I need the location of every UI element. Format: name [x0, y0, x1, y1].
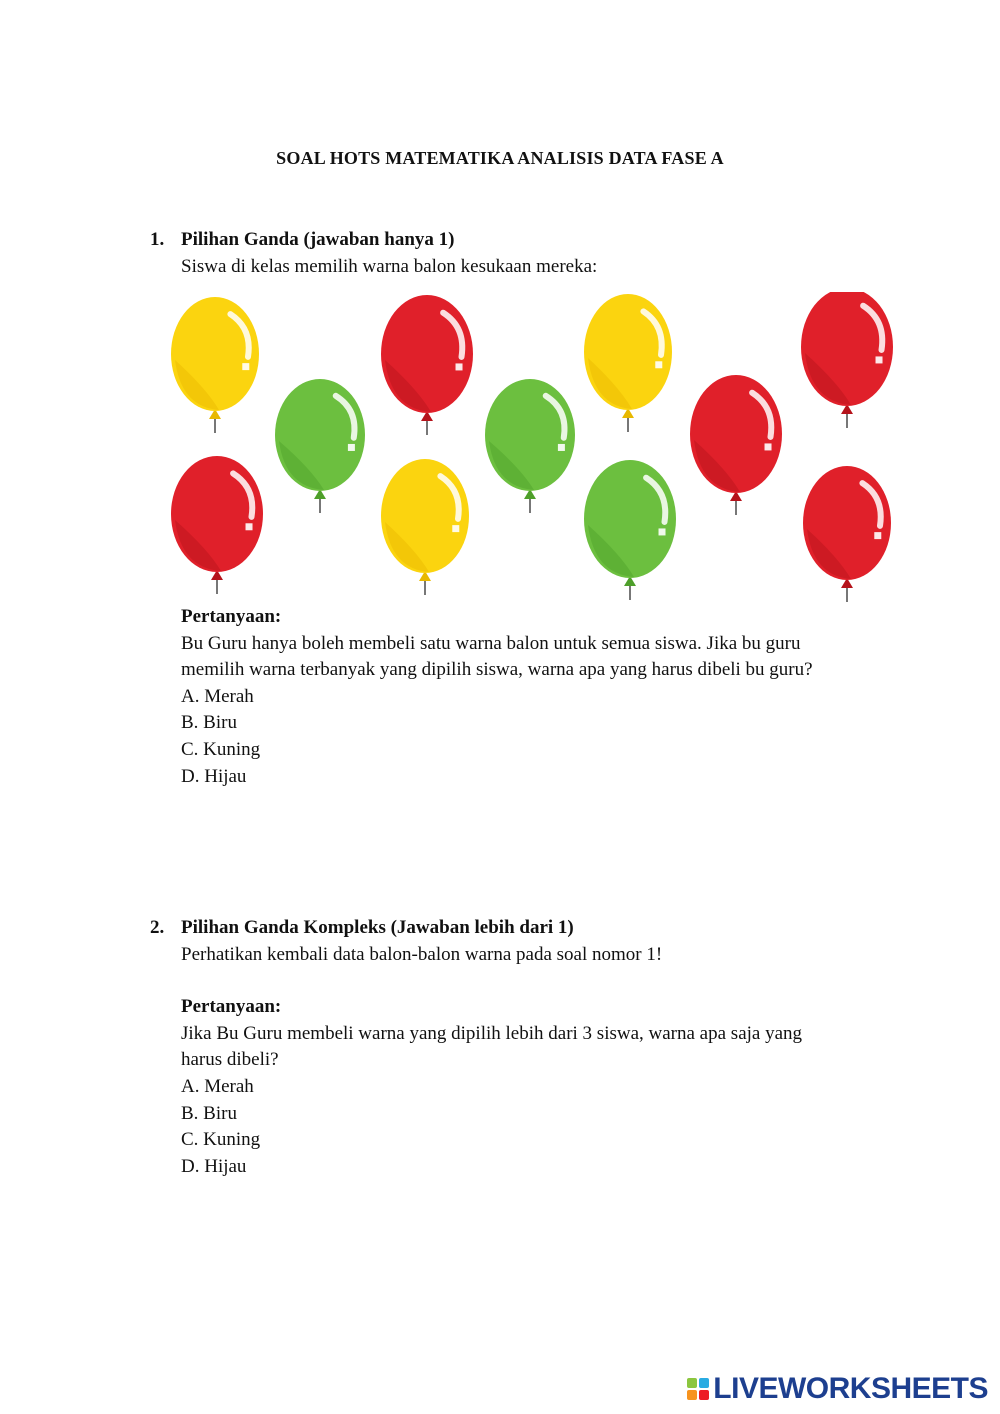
question-1-header	[150, 227, 870, 254]
question-1-option-d[interactable]: D. Hijau	[181, 765, 247, 787]
question-1-option-c[interactable]: C. Kuning	[181, 738, 261, 760]
balloon-green	[584, 460, 676, 600]
balloon-red	[803, 466, 891, 602]
balloon-red	[690, 375, 782, 515]
liveworksheets-logo-icon	[687, 1378, 709, 1400]
question-1-heading: Pilihan Ganda (jawaban hanya 1)	[181, 229, 455, 250]
balloon-green	[275, 379, 365, 513]
balloon-red	[171, 456, 263, 594]
question-2-number: 2.	[150, 917, 165, 938]
question-2-option-b[interactable]: B. Biru	[181, 1102, 237, 1124]
question-2-intro: Perhatikan kembali data balon-balon warna pada soal nomor 1!	[181, 943, 663, 965]
question-2-heading: Pilihan Ganda Kompleks (Jawaban lebih dari 1)	[181, 917, 574, 938]
question-2	[150, 915, 870, 1180]
question-2-text-line2: harus dibeli?	[181, 1049, 279, 1071]
question-2-option-c[interactable]: C. Kuning	[181, 1129, 261, 1151]
question-2-option-d[interactable]: D. Hijau	[181, 1155, 247, 1177]
question-1-text-line1: Bu Guru hanya boleh membeli satu warna balon untuk semua siswa. Jika bu guru	[181, 632, 801, 654]
question-1-text-line2: memilih warna terbanyak yang dipilih siswa, warna apa yang harus dibeli bu guru?	[181, 659, 813, 681]
liveworksheets-logo-text: LIVEWORKSHEETS	[713, 1372, 988, 1405]
balloon-red	[381, 295, 473, 435]
question-2-header	[150, 915, 870, 942]
question-1-label: Pertanyaan:	[181, 606, 282, 627]
balloon-yellow	[171, 297, 259, 433]
balloon-yellow	[381, 459, 469, 595]
balloon-red	[801, 292, 893, 428]
balloon-green	[485, 379, 575, 513]
question-1-prompt	[150, 604, 870, 790]
balloon-yellow	[584, 294, 672, 432]
balloon-illustration	[160, 292, 900, 607]
question-1-option-a[interactable]: A. Merah	[181, 685, 254, 707]
liveworksheets-logo	[687, 1372, 988, 1406]
question-2-option-a[interactable]: A. Merah	[181, 1075, 254, 1097]
question-1-option-b[interactable]: B. Biru	[181, 712, 237, 734]
page-title: SOAL HOTS MATEMATIKA ANALISIS DATA FASE A	[276, 148, 724, 168]
question-2-label: Pertanyaan:	[181, 996, 282, 1018]
question-1-intro: Siswa di kelas memilih warna balon kesukaan mereka:	[181, 255, 598, 277]
question-1-number: 1.	[150, 229, 165, 250]
question-1	[150, 227, 870, 280]
question-2-text-line1: Jika Bu Guru membeli warna yang dipilih lebih dari 3 siswa, warna apa saja yang	[181, 1022, 803, 1044]
